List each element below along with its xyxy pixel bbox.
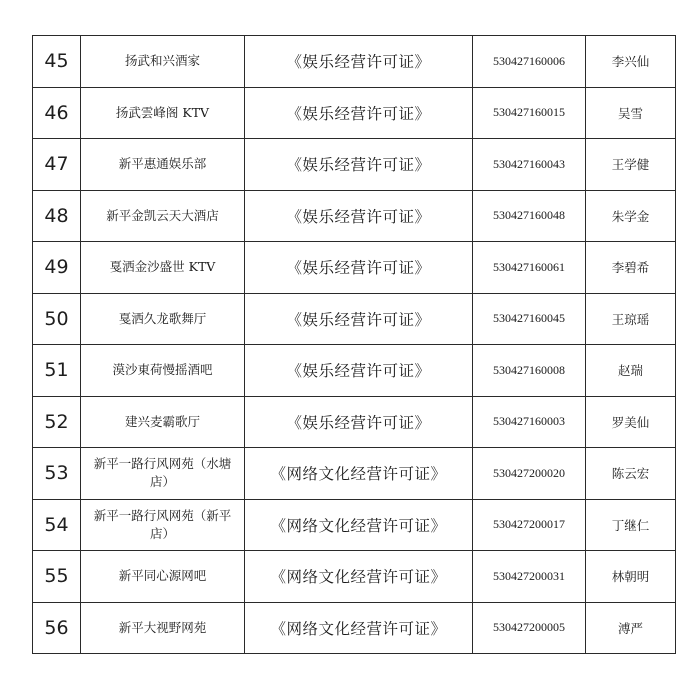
table-row bbox=[33, 448, 676, 500]
row-number: 51 bbox=[33, 345, 81, 397]
table-row bbox=[33, 36, 676, 88]
row-number: 50 bbox=[33, 293, 81, 345]
table-row bbox=[33, 499, 676, 551]
legal-representative: 李兴仙 bbox=[586, 36, 676, 88]
table-row bbox=[33, 396, 676, 448]
license-number: 530427200005 bbox=[473, 602, 586, 654]
row-number: 52 bbox=[33, 396, 81, 448]
legal-representative: 朱学金 bbox=[586, 190, 676, 242]
row-number: 49 bbox=[33, 242, 81, 294]
license-type: 《娱乐经营许可证》 bbox=[245, 293, 473, 345]
table-row bbox=[33, 293, 676, 345]
row-number: 47 bbox=[33, 139, 81, 191]
table-row bbox=[33, 139, 676, 191]
license-number: 530427160045 bbox=[473, 293, 586, 345]
row-number: 55 bbox=[33, 551, 81, 603]
license-type: 《娱乐经营许可证》 bbox=[245, 190, 473, 242]
license-number: 530427200020 bbox=[473, 448, 586, 500]
business-name: 戛洒久龙歌舞厅 bbox=[81, 293, 245, 345]
license-type: 《网络文化经营许可证》 bbox=[245, 448, 473, 500]
license-table bbox=[32, 35, 676, 654]
legal-representative: 赵瑞 bbox=[586, 345, 676, 397]
license-type: 《网络文化经营许可证》 bbox=[245, 499, 473, 551]
table-row bbox=[33, 190, 676, 242]
license-number: 530427160043 bbox=[473, 139, 586, 191]
license-number: 530427160008 bbox=[473, 345, 586, 397]
legal-representative: 丁继仁 bbox=[586, 499, 676, 551]
license-type: 《娱乐经营许可证》 bbox=[245, 139, 473, 191]
row-number: 54 bbox=[33, 499, 81, 551]
business-name: 新平同心源网吧 bbox=[81, 551, 245, 603]
legal-representative: 罗美仙 bbox=[586, 396, 676, 448]
business-name: 建兴麦霸歌厅 bbox=[81, 396, 245, 448]
legal-representative: 吴雪 bbox=[586, 87, 676, 139]
business-name: 戛洒金沙盛世 KTV bbox=[81, 242, 245, 294]
business-name: 扬武雲峰阁 KTV bbox=[81, 87, 245, 139]
row-number: 48 bbox=[33, 190, 81, 242]
license-number: 530427160048 bbox=[473, 190, 586, 242]
license-number: 530427200017 bbox=[473, 499, 586, 551]
license-type: 《娱乐经营许可证》 bbox=[245, 345, 473, 397]
license-number: 530427200031 bbox=[473, 551, 586, 603]
table-row bbox=[33, 87, 676, 139]
business-name: 新平一路行风网苑（新平店） bbox=[81, 499, 245, 551]
license-type: 《娱乐经营许可证》 bbox=[245, 242, 473, 294]
license-number: 530427160061 bbox=[473, 242, 586, 294]
license-type: 《娱乐经营许可证》 bbox=[245, 396, 473, 448]
license-number: 530427160015 bbox=[473, 87, 586, 139]
license-type: 《娱乐经营许可证》 bbox=[245, 36, 473, 88]
license-type: 《网络文化经营许可证》 bbox=[245, 551, 473, 603]
table-row bbox=[33, 242, 676, 294]
legal-representative: 王学健 bbox=[586, 139, 676, 191]
business-name: 新平惠通娱乐部 bbox=[81, 139, 245, 191]
legal-representative: 溥严 bbox=[586, 602, 676, 654]
table-row bbox=[33, 345, 676, 397]
business-name: 新平大视野网苑 bbox=[81, 602, 245, 654]
business-name: 新平金凯云天大酒店 bbox=[81, 190, 245, 242]
row-number: 56 bbox=[33, 602, 81, 654]
license-number: 530427160003 bbox=[473, 396, 586, 448]
row-number: 53 bbox=[33, 448, 81, 500]
business-name: 新平一路行风网苑（水塘店） bbox=[81, 448, 245, 500]
license-table-body bbox=[33, 36, 676, 654]
row-number: 45 bbox=[33, 36, 81, 88]
legal-representative: 李碧希 bbox=[586, 242, 676, 294]
license-type: 《网络文化经营许可证》 bbox=[245, 602, 473, 654]
business-name: 扬武和兴酒家 bbox=[81, 36, 245, 88]
legal-representative: 林朝明 bbox=[586, 551, 676, 603]
license-type: 《娱乐经营许可证》 bbox=[245, 87, 473, 139]
legal-representative: 王琼瑶 bbox=[586, 293, 676, 345]
table-row bbox=[33, 602, 676, 654]
license-number: 530427160006 bbox=[473, 36, 586, 88]
business-name: 漠沙東荷慢摇酒吧 bbox=[81, 345, 245, 397]
legal-representative: 陈云宏 bbox=[586, 448, 676, 500]
row-number: 46 bbox=[33, 87, 81, 139]
table-row bbox=[33, 551, 676, 603]
